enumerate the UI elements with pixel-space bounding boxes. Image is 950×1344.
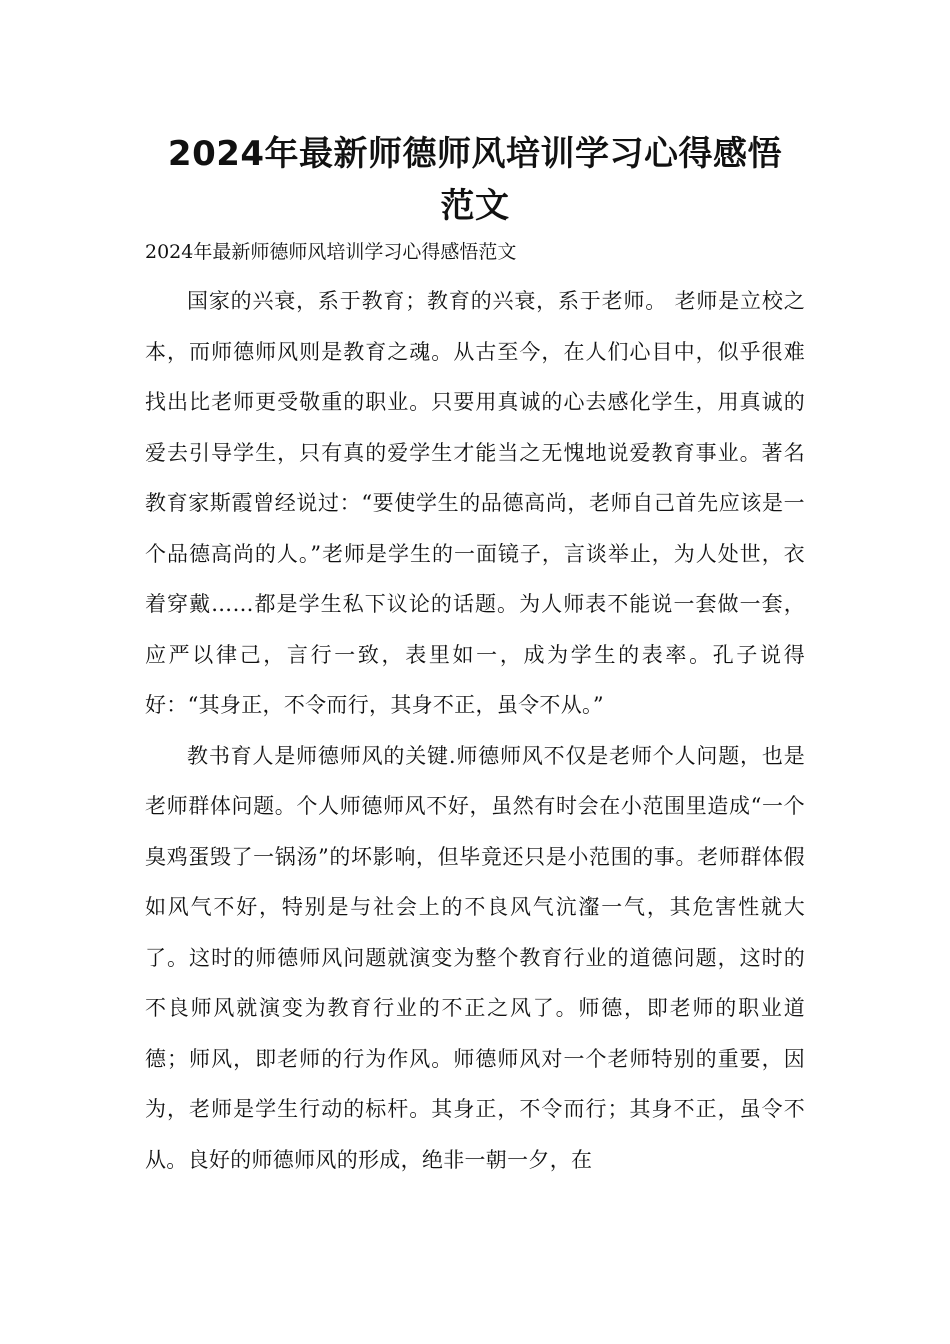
- document-title-line-2: 范文: [440, 186, 510, 226]
- document-subtitle: 2024年最新师德师风培训学习心得感悟范文: [145, 241, 517, 263]
- body-paragraph-2: 教书育人是师德师风的关键.师德师风不仅是老师个人问题，也是老师群体问题。个人师德师风不好，虽然有时会在小范围里造成“一个臭鸡蛋毁了一锅汤”的坏影响，但毕竟还只是小范围的事。老师群体假如风气不好，特别是与社会上的不良风气沆瀣一气，其危害性就大了。这时的师德师风问题就演变为整个教育行业的道德问题，这时的不良师风就演变为教育行业的不正之风了。师德，即老师的职业道德；师风，即老师的行为作风。师德师风对一个老师特别的重要，因为，老师是学生行动的标杆。其身正，不令而行；其身不正，虽令不从。良好的师德师风的形成，绝非一朝一夕，在: [145, 743, 805, 1172]
- body-paragraph-1: 国家的兴衰，系于教育；教育的兴衰，系于老师。 老师是立校之本，而师德师风则是教育之魂。从古至今，在人们心目中，似乎很难找出比老师更受敬重的职业。只要用真诚的心去感化学生，用真诚的爱去引导学生，只有真的爱学生才能当之无愧地说爱教育事业。著名教育家斯霞曾经说过：“要使学生的品德高尚，老师自己首先应该是一个品德高尚的人。”老师是学生的一面镜子，言谈举止，为人处世，衣着穿戴……都是学生私下议论的话题。为人师表不能说一套做一套，应严以律己，言行一致，表里如一，成为学生的表率。孔子说得好：“其身正，不令而行，其身不正，虽令不从。”: [145, 289, 805, 717]
- document-page: [145, 128, 805, 1185]
- document-title-line-1: 2024年最新师德师风培训学习心得感悟: [167, 134, 783, 174]
- document-title: [145, 128, 805, 232]
